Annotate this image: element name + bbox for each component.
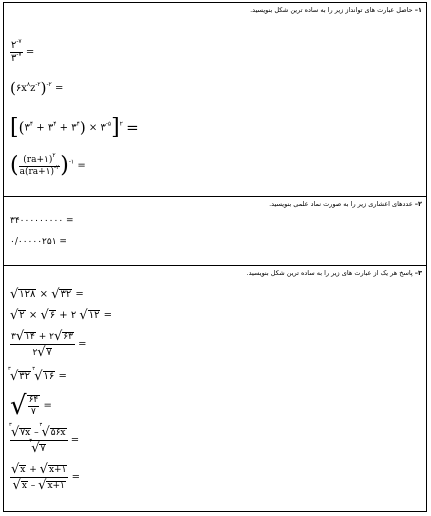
fraction: $\frac{۲^{-۷}}{۳^{-۷}}$ bbox=[11, 38, 22, 64]
expression-1-4: ( $\frac{(ra+۱)^۲}{a(ra+۱)^{-۲}}$ )$^{-۱}$ = bbox=[10, 151, 86, 178]
fraction: ۳ √۷x – ۳ √۵۶x ۳ √۷ bbox=[9, 422, 66, 456]
question-2-header bbox=[269, 200, 422, 208]
worksheet bbox=[3, 2, 427, 512]
question-3 bbox=[4, 265, 426, 511]
question-1-header bbox=[250, 6, 422, 14]
question-instruction: عددهای اعشاری زیر را به صورت نماد علمی بنویسید. bbox=[269, 200, 413, 208]
expression-3-4: ۳ √۳۲ ۳ √۱۶ = bbox=[8, 366, 67, 384]
fraction: $\frac{(ra+۱)^۲}{a(ra+۱)^{-۲}}$ bbox=[19, 151, 60, 177]
question-instruction: پاسخ هر یک از عبارت های زیر را به ساده ترین شکل بنویسید. bbox=[246, 269, 413, 277]
question-3-header bbox=[247, 269, 422, 277]
expression-3-2: √۲ × √۶ + ۲ √۱۲ = bbox=[10, 308, 113, 323]
expression-3-5: √ $\frac{۶۴}{۷}$ = bbox=[10, 391, 52, 421]
expression-2-1: ۳۴۰۰۰۰۰۰۰۰۰ = bbox=[10, 216, 74, 226]
question-2 bbox=[4, 196, 426, 266]
expression-2-2: ۰/۰۰۰۰۰۲۵۱ = bbox=[10, 237, 67, 247]
expression-1-3: [($۳^۴$ + $۳^۴$ + $۳^۴$) × $۳^{-۵}]^۲$ = bbox=[10, 115, 139, 140]
expression-3-6: ۳ √۷x – ۳ √۵۶x ۳ √۷ = bbox=[9, 422, 80, 456]
expression-3-1: √۱۲۸ × √۳۲ = bbox=[10, 287, 84, 302]
question-number: ۲– bbox=[414, 200, 422, 208]
question-instruction: حاصل عبارت های توانداز زیر را به ساده ترین شکل بنویسید. bbox=[250, 6, 413, 14]
expression-1-2: $(۶x^۸z^{-۲})^{-۲}$ = bbox=[10, 79, 64, 97]
question-number: ۱– bbox=[414, 6, 422, 14]
fraction: $\frac{√x + √x+۱}{√x - √x+۱}$ bbox=[11, 462, 67, 493]
fraction: $\frac{۳√۱۴ + ۲√۶۳}{۲√۷}$ bbox=[11, 329, 73, 360]
expression-3-7: $\frac{√x + √x+۱}{√x - √x+۱}$ = bbox=[11, 462, 80, 493]
question-number: ۳– bbox=[414, 269, 422, 277]
expression-1-1 bbox=[10, 38, 35, 64]
equals-sign: = bbox=[25, 47, 35, 58]
expression-3-3: $\frac{۳√۱۴ + ۲√۶۳}{۲√۷}$ = bbox=[11, 329, 87, 360]
question-1 bbox=[4, 3, 426, 196]
